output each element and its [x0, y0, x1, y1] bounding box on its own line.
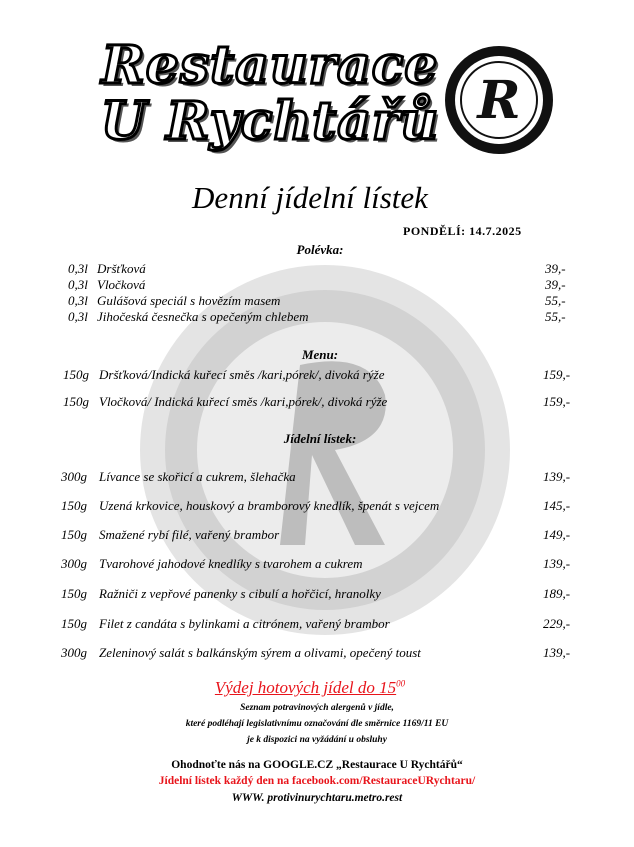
badge-letter: R: [477, 70, 521, 131]
restaurant-logo: [100, 35, 440, 152]
google-rating-text: Ohodnoťte nás na GOOGLE.CZ „Restaurace U Rychtářů“: [171, 759, 463, 771]
facebook-link[interactable]: Jídelní lístek každý den na facebook.com/RestauraceURychtaru/: [158, 775, 476, 787]
logo-line-2: U Rychtářů: [100, 91, 440, 152]
allergen-line: které podléhají legislativnímu označování dle směrnice 1169/11 EU: [185, 719, 449, 729]
soup-heading: Polévka:: [296, 242, 344, 257]
logo-line-1: Restaurace: [101, 35, 439, 96]
allergen-line: je k dispozici na vyžádání u obsluhy: [247, 735, 387, 745]
menu-heading: Menu:: [301, 347, 339, 362]
listek-heading: Jídelní lístek:: [283, 431, 357, 446]
r-badge-icon: [443, 44, 555, 156]
website-link[interactable]: WWW. protivinurychtaru.metro.rest: [231, 792, 403, 804]
allergen-line: Seznam potravinových alergenů v jídle,: [240, 703, 394, 713]
serving-time-note: Výdej hotových jídel do $15^{00}$: [214, 678, 406, 697]
menu-date: PONDĚLÍ: 14.7.2025: [403, 224, 522, 238]
page-title: Denní jídelní lístek: [192, 180, 428, 215]
